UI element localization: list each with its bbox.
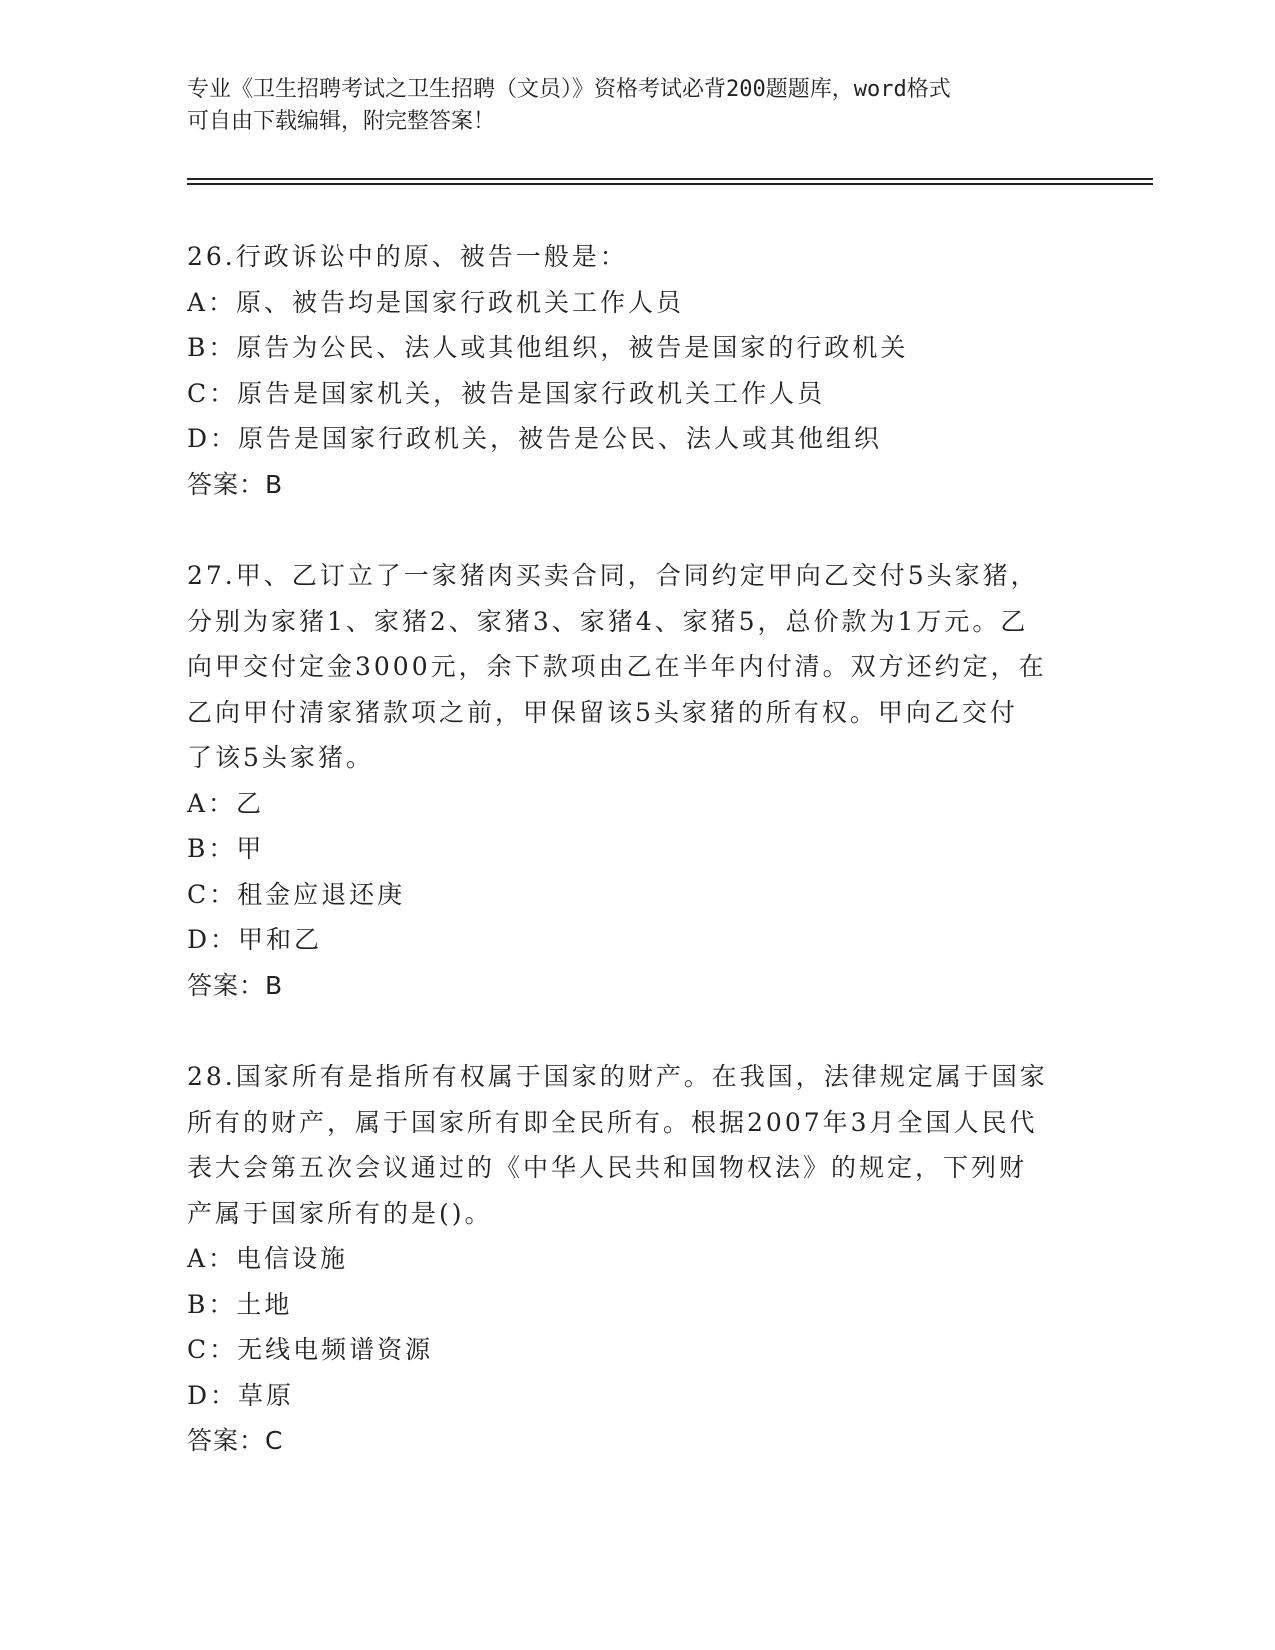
header-divider-bottom xyxy=(187,183,1153,185)
stem-line: 所有的财产，属于国家所有即全民所有。根据2007年3月全国人民代 xyxy=(187,1107,1038,1137)
question-26 xyxy=(187,234,1087,507)
header-line-1: 专业《卫生招聘考试之卫生招聘（文员）》资格考试必背200题题库，word格式 xyxy=(187,77,951,102)
stem-line: 表大会第五次会议通过的《中华人民共和国物权法》的规定，下列财 xyxy=(187,1153,1028,1182)
stem-line: 了该5头家猪。 xyxy=(187,743,374,772)
question-stem xyxy=(187,1054,1087,1236)
stem-line: 向甲交付定金3000元，余下款项由乙在半年内付清。双方还约定，在 xyxy=(187,652,1047,681)
answer-line: 答案：B xyxy=(187,970,284,1000)
option-a: A：电信设施 xyxy=(187,1244,349,1273)
stem-line: 26.行政诉讼中的原、被告一般是： xyxy=(187,242,628,271)
header-line-2: 可自由下载编辑，附完整答案！ xyxy=(187,109,496,134)
answer-line: 答案：C xyxy=(187,1426,284,1455)
question-stem xyxy=(187,234,1087,280)
header-divider-top xyxy=(187,178,1153,180)
question-28 xyxy=(187,1054,1087,1464)
question-27 xyxy=(187,553,1087,1008)
option-a: A：乙 xyxy=(187,788,265,818)
option-c: C：原告是国家机关，被告是国家行政机关工作人员 xyxy=(187,378,826,408)
option-a: A：原、被告均是国家行政机关工作人员 xyxy=(187,287,685,317)
question-stem xyxy=(187,553,1087,781)
option-b: B：原告为公民、法人或其他组织，被告是国家的行政机关 xyxy=(187,333,909,362)
stem-line: 28.国家所有是指所有权属于国家的财产。在我国，法律规定属于国家 xyxy=(187,1062,1048,1091)
stem-line: 产属于国家所有的是()。 xyxy=(187,1198,493,1228)
answer-line: 答案：B xyxy=(187,469,284,499)
document-header xyxy=(187,74,1087,138)
option-c: C：租金应退还庚 xyxy=(187,879,406,909)
option-d: D：甲和乙 xyxy=(187,925,323,954)
stem-line: 分别为家猪1、家猪2、家猪3、家猪4、家猪5，总价款为1万元。乙 xyxy=(187,606,1029,636)
option-b: B：土地 xyxy=(187,1289,293,1319)
stem-line: 27.甲、乙订立了一家猪肉买卖合同，合同约定甲向乙交付5头家猪， xyxy=(187,561,1039,590)
option-d: D：原告是国家行政机关，被告是公民、法人或其他组织 xyxy=(187,424,883,453)
option-b: B：甲 xyxy=(187,834,265,863)
option-c: C：无线电频谱资源 xyxy=(187,1335,434,1364)
stem-line: 乙向甲付清家猪款项之前，甲保留该5头家猪的所有权。甲向乙交付 xyxy=(187,697,1018,727)
option-d: D：草原 xyxy=(187,1380,295,1410)
